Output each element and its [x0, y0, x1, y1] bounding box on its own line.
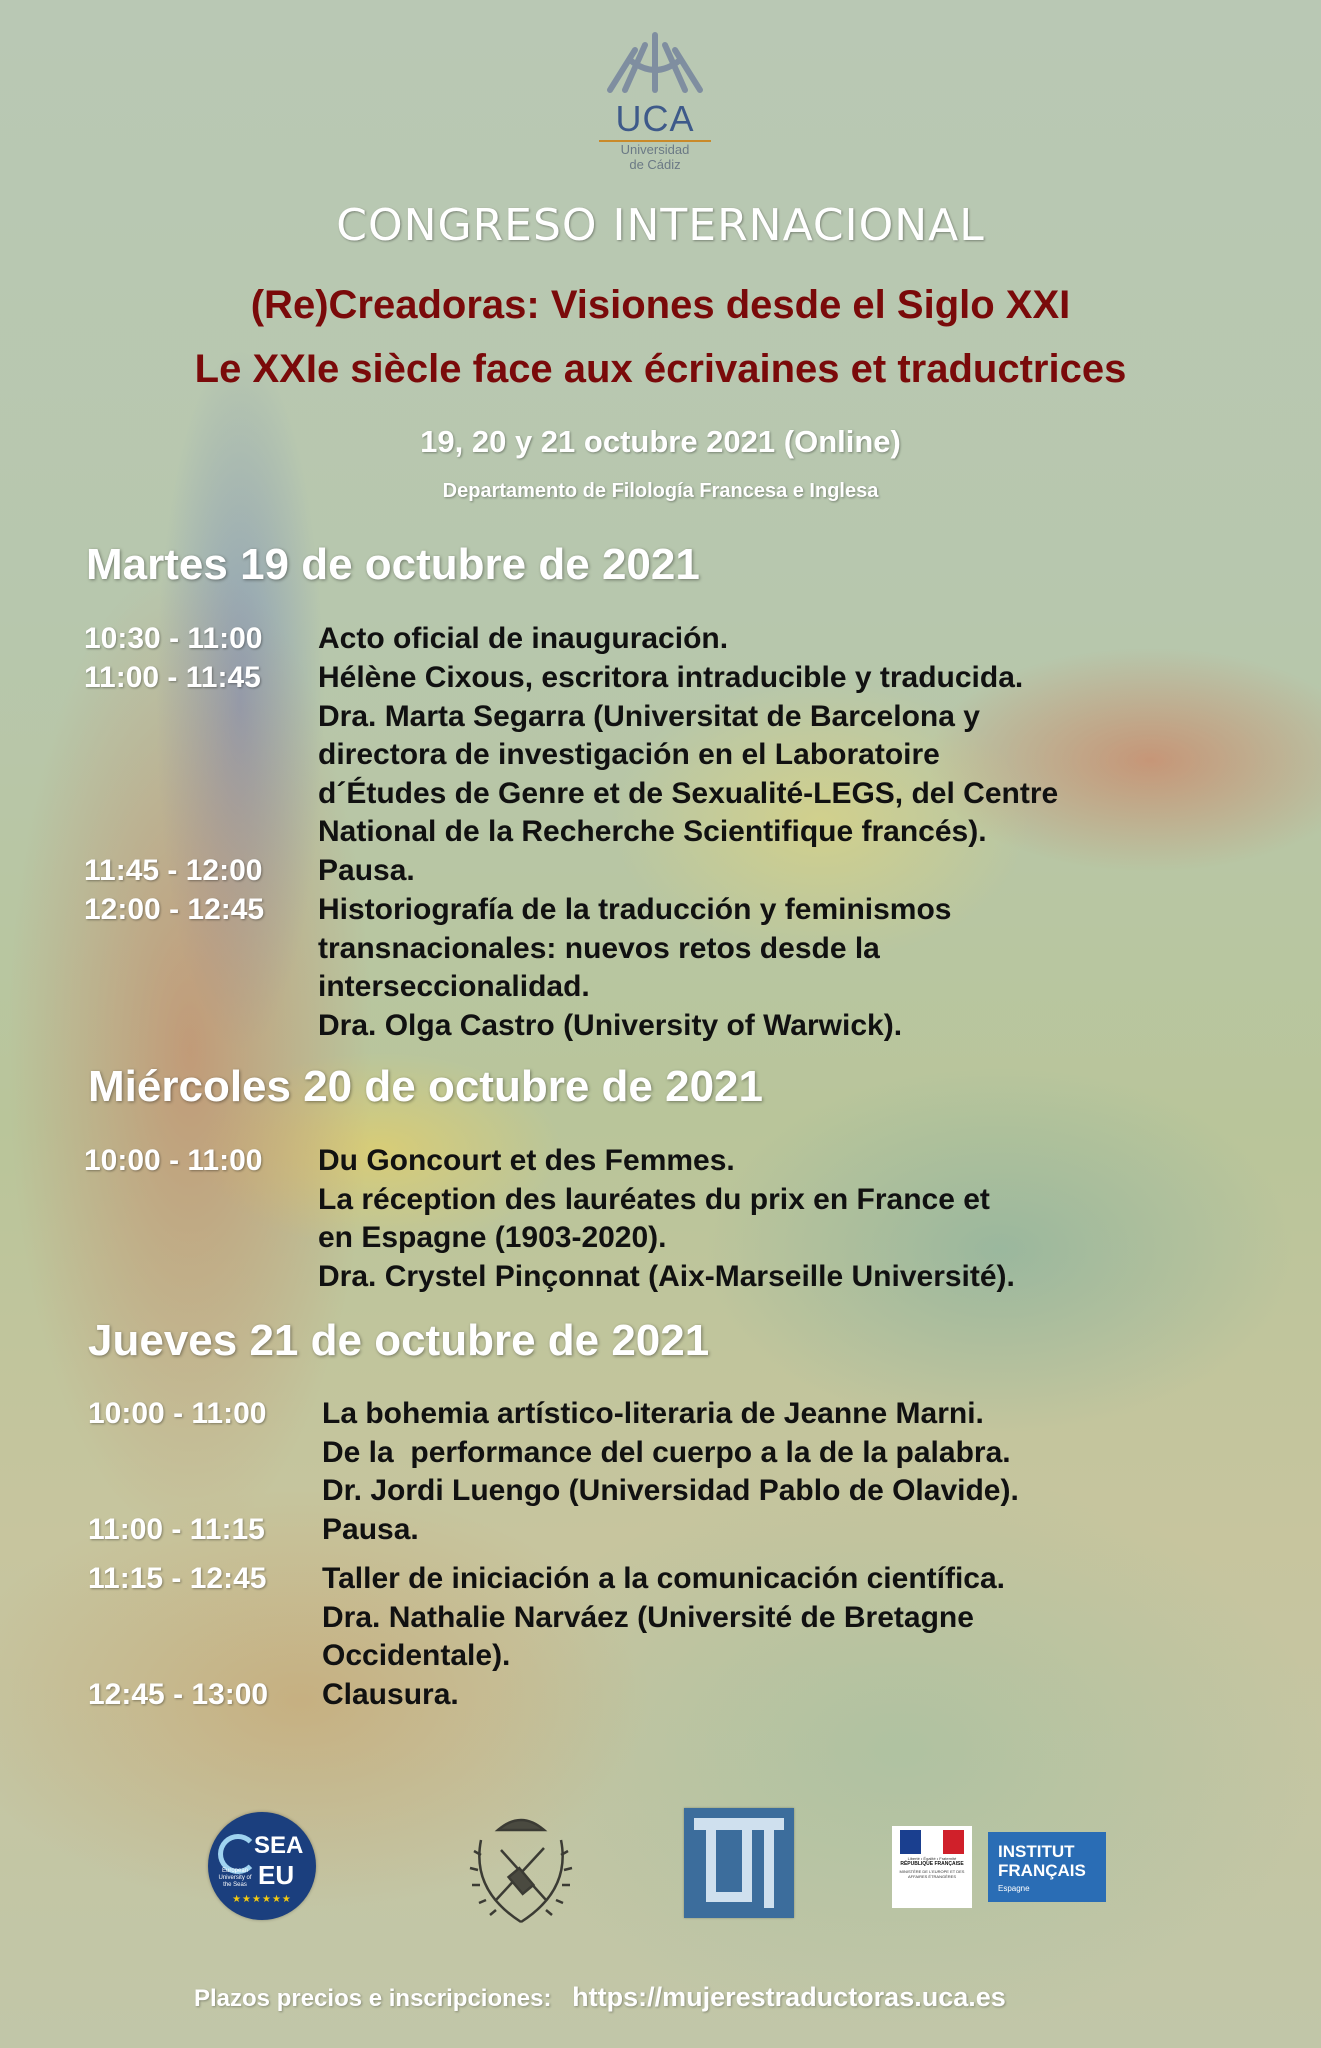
translation-logo	[684, 1808, 794, 1918]
session-row	[88, 1511, 419, 1550]
session-row	[88, 1676, 459, 1715]
rf-ministry: MINISTÈRE DE L'EUROPE ET DES AFFAIRES ÉTRANGÈRES	[899, 1869, 965, 1879]
session-time: 11:00 - 11:45	[84, 661, 261, 694]
session-line: directora de investigación en el Laboratoire	[318, 738, 940, 771]
session-line: Pausa.	[322, 1513, 419, 1546]
session-desc	[318, 891, 952, 1045]
day-heading-2: Miércoles 20 de octubre de 2021	[88, 1062, 763, 1111]
uca-logo	[590, 20, 720, 180]
stars-icon: ★★★★★★	[232, 1894, 292, 1905]
session-line: Taller de iniciación a la comunicación científica.	[322, 1562, 1005, 1595]
session-line: La bohemia artístico-literaria de Jeanne Marni.	[322, 1397, 984, 1430]
session-time: 10:00 - 11:00	[84, 1144, 263, 1177]
session-line: interseccionalidad.	[318, 970, 590, 1003]
uca-emblem-icon	[590, 20, 720, 95]
faculty-crest-logo	[466, 1800, 576, 1930]
session-line: Dra. Olga Castro (University of Warwick).	[318, 1008, 903, 1042]
republique-francaise-logo	[892, 1826, 972, 1908]
footer-label: Plazos precios e inscripciones:	[194, 1985, 552, 2012]
session-row	[88, 1560, 1005, 1676]
session-desc	[318, 852, 415, 891]
session-desc	[322, 1676, 459, 1715]
sea-eu-text-1: SEA	[254, 1832, 304, 1859]
session-row	[88, 1395, 1019, 1511]
session-line: d´Études de Genre et de Sexualité-LEGS, del Centre	[318, 776, 1059, 810]
uca-logo-text: UCA	[615, 98, 695, 139]
sea-eu-logo	[208, 1812, 316, 1920]
session-line: National de la Recherche Scientifique francés).	[318, 815, 987, 848]
session-row	[84, 659, 1058, 852]
flag-icon	[900, 1830, 964, 1854]
session-desc	[318, 620, 728, 659]
footer	[194, 1982, 1006, 2013]
uca-logo-sub2: de Cádiz	[629, 157, 681, 172]
department: Departamento de Filología Francesa e Inglesa	[442, 480, 879, 502]
session-line: Acto oficial de inauguración.	[318, 622, 729, 655]
sea-eu-text-2: EU	[258, 1860, 295, 1890]
session-row	[84, 620, 728, 659]
uca-logo-sub1: Universidad	[620, 142, 690, 157]
if-line1: INSTITUT	[998, 1842, 1075, 1861]
session-time: 10:30 - 11:00	[84, 622, 263, 655]
session-row	[84, 852, 415, 891]
congress-dates: 19, 20 y 21 octubre 2021 (Online)	[420, 424, 901, 459]
footer-url[interactable]: https://mujerestraductoras.uca.es	[572, 1982, 1006, 2012]
session-row	[84, 891, 952, 1045]
session-time: 12:45 - 13:00	[88, 1678, 269, 1711]
session-time: 12:00 - 12:45	[84, 893, 265, 926]
title-spanish: (Re)Creadoras: Visiones desde el Siglo XXI	[250, 283, 1071, 327]
session-time: 11:00 - 11:15	[88, 1513, 265, 1546]
session-line: Dr. Jordi Luengo (Universidad Pablo de Olavide).	[322, 1474, 1019, 1507]
day-heading-3: Jueves 21 de octubre de 2021	[88, 1316, 710, 1365]
sea-eu-small: European University of the Seas	[218, 1868, 252, 1888]
session-desc	[318, 659, 1058, 852]
session-line: transnacionales: nuevos retos desde la	[318, 931, 880, 965]
if-line3: Espagne	[998, 1884, 1030, 1893]
session-line: La réception des lauréates du prix en France et	[318, 1182, 990, 1216]
session-line: Du Goncourt et des Femmes.	[318, 1144, 735, 1177]
session-row	[84, 1142, 1015, 1296]
session-line: Hélène Cixous, escritora intraducible y traducida.	[318, 661, 1024, 694]
session-time: 11:15 - 12:45	[88, 1562, 267, 1595]
session-line: Dra. Marta Segarra (Universitat de Barcelona y	[318, 699, 980, 733]
session-line: Dra. Crystel Pinçonnat (Aix-Marseille Université).	[318, 1259, 1015, 1293]
session-desc	[322, 1395, 1019, 1511]
institut-francais-logo	[988, 1832, 1106, 1902]
t-mark-icon	[684, 1808, 794, 1918]
session-line: Historiografía de la traducción y feminismos	[318, 893, 952, 926]
session-desc	[322, 1511, 419, 1550]
session-time: 11:45 - 12:00	[84, 854, 263, 887]
session-line: Pausa.	[318, 854, 415, 887]
if-line2: FRANÇAIS	[998, 1861, 1086, 1880]
session-time: 10:00 - 11:00	[88, 1397, 267, 1430]
session-desc	[318, 1142, 1015, 1296]
rf-motto: Liberté • Égalité • Fraternité	[907, 1856, 957, 1861]
title-french: Le XXIe siècle face aux écrivaines et traductrices	[194, 347, 1127, 391]
session-line: Clausura.	[322, 1678, 459, 1711]
session-line: Occidentale).	[322, 1639, 511, 1672]
crest-icon	[466, 1800, 576, 1930]
congress-title: CONGRESO INTERNACIONAL	[336, 200, 985, 251]
rf-name: RÉPUBLIQUE FRANÇAISE	[900, 1861, 964, 1867]
session-line: Dra. Nathalie Narváez (Université de Bretagne	[322, 1600, 974, 1634]
session-line: De la performance del cuerpo a la de la palabra.	[322, 1435, 1011, 1469]
day-heading-1: Martes 19 de octubre de 2021	[86, 540, 700, 589]
session-line: en Espagne (1903-2020).	[318, 1221, 667, 1254]
session-desc	[322, 1560, 1005, 1676]
